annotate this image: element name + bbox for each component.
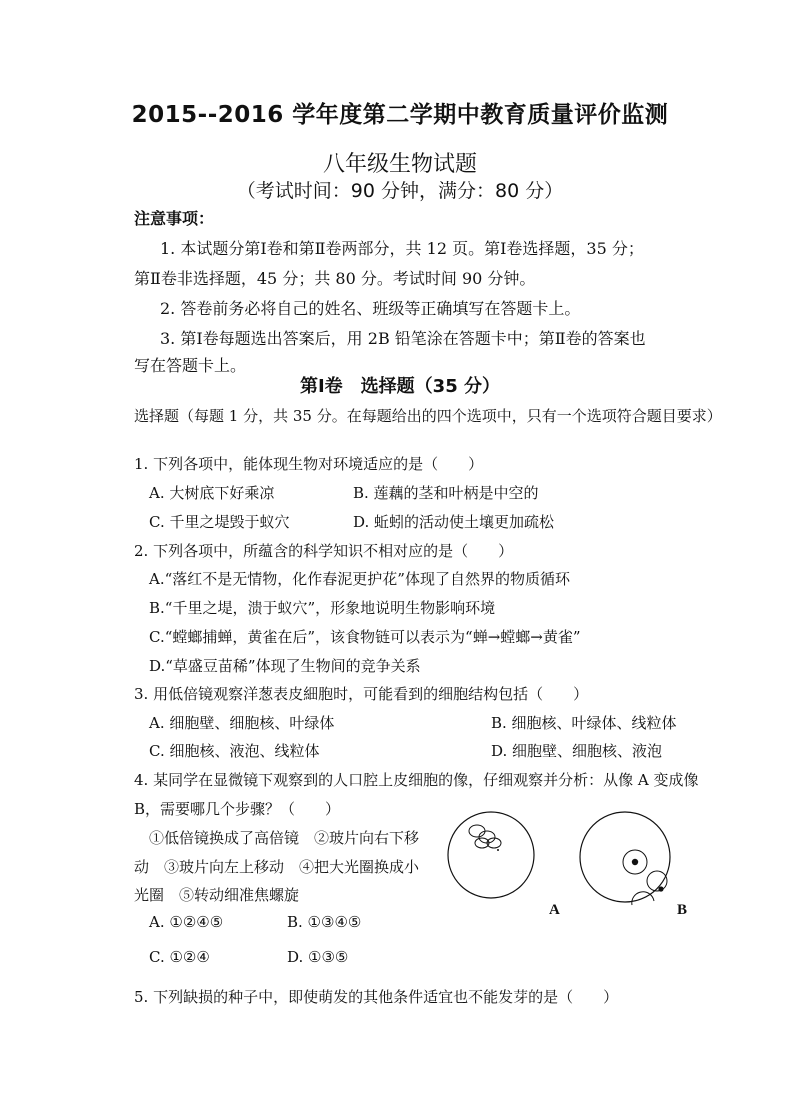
- page-subtitle: 八年级生物试题: [322, 152, 477, 177]
- q4-steps-line-1: ①低倍镜换成了高倍镜 ②玻片向右下移: [149, 829, 420, 847]
- q1-option-d: D. 蚯蚓的活动使土壤更加疏松: [353, 513, 555, 531]
- q3-option-a: A. 细胞壁、细胞核、叶绿体: [149, 714, 335, 732]
- field-of-view-b: [580, 812, 670, 902]
- cell-a-1: [469, 825, 485, 837]
- notice-item-1-line-1: 1. 本试题分第Ⅰ卷和第Ⅱ卷两部分，共 12 页。第Ⅰ卷选择题，35 分；: [160, 239, 644, 258]
- notice-item-3-line-2: 写在答题卡上。: [134, 356, 247, 375]
- cell-b-2-nucleus: [658, 886, 663, 891]
- q1-option-b: B. 莲藕的茎和叶柄是中空的: [353, 484, 539, 502]
- q2-stem: 2. 下列各项中，所蕴含的科学知识不相对应的是（ ）: [134, 542, 514, 560]
- cell-b-1-nucleus: [632, 859, 638, 865]
- q2-option-b: B.“千里之堤，溃于蚁穴”，形象地说明生物影响环境: [149, 599, 496, 617]
- q4-option-c: C. ①②④: [149, 948, 210, 966]
- view-b-label: B: [677, 902, 688, 918]
- cell-a-nucleus: [497, 849, 499, 851]
- view-a-label: A: [549, 902, 560, 918]
- q4-stem-line-1: 4. 某同学在显微镜下观察到的人口腔上皮细胞的像，仔细观察并分析：从像 A 变成像: [134, 771, 699, 789]
- page-title: 2015--2016 学年度第二学期中教育质量评价监测: [131, 102, 669, 128]
- q3-option-d: D. 细胞壁、细胞核、液泡: [491, 742, 663, 760]
- q2-option-a: A.“落红不是无情物，化作春泥更护花”体现了自然界的物质循环: [149, 570, 570, 588]
- q3-option-b: B. 细胞核、叶绿体、线粒体: [491, 714, 677, 732]
- section-title: 第Ⅰ卷 选择题（35 分）: [299, 376, 500, 397]
- q3-stem: 3. 用低倍镜观察洋葱表皮細胞时，可能看到的细胞结构包括（ ）: [134, 685, 589, 703]
- q3-option-c: C. 细胞核、液泡、线粒体: [149, 742, 320, 760]
- q4-steps-line-2: 动 ③玻片向左上移动 ④把大光圈换成小: [134, 858, 420, 876]
- q4-option-d: D. ①③⑤: [287, 948, 349, 966]
- q1-option-a: A. 大树底下好乘凉: [149, 484, 275, 502]
- field-of-view-a: [448, 812, 534, 898]
- microscope-view-diagram: [440, 815, 710, 925]
- exam-info: （考试时间：90 分钟，满分：80 分）: [236, 180, 564, 202]
- notice-item-1-line-2: 第Ⅱ卷非选择题，45 分；共 80 分。考试时间 90 分钟。: [134, 269, 536, 288]
- section-instruction: 选择题（每题 1 分，共 35 分。在每题给出的四个选项中，只有一个选项符合题目要求）: [134, 407, 722, 425]
- notice-item-2: 2. 答卷前务必将自己的姓名、班级等正确填写在答题卡上。: [160, 299, 581, 318]
- q2-option-c: C.“螳螂捕蝉，黄雀在后”，该食物链可以表示为“蝉→螳螂→黄雀”: [149, 628, 581, 646]
- q4-option-b: B. ①③④⑤: [287, 913, 362, 931]
- q1-stem: 1. 下列各项中，能体现生物对环境适应的是（ ）: [134, 455, 484, 473]
- q5-stem: 5. 下列缺损的种子中，即使萌发的其他条件适宜也不能发芽的是（ ）: [134, 988, 619, 1006]
- notice-heading: 注意事项：: [134, 209, 215, 228]
- q4-steps-line-3: 光圈 ⑤转动细准焦螺旋: [134, 886, 300, 904]
- q4-stem-line-2: B，需要哪几个步骤？（ ）: [134, 800, 341, 818]
- q2-option-d: D.“草盛豆苗稀”体现了生物间的竞争关系: [149, 657, 421, 675]
- q1-option-c: C. 千里之堤毁于蚁穴: [149, 513, 290, 531]
- notice-item-3-line-1: 3. 第Ⅰ卷每题选出答案后，用 2B 铅笔涂在答题卡中；第Ⅱ卷的答案也: [160, 329, 646, 348]
- q4-option-a: A. ①②④⑤: [149, 913, 224, 931]
